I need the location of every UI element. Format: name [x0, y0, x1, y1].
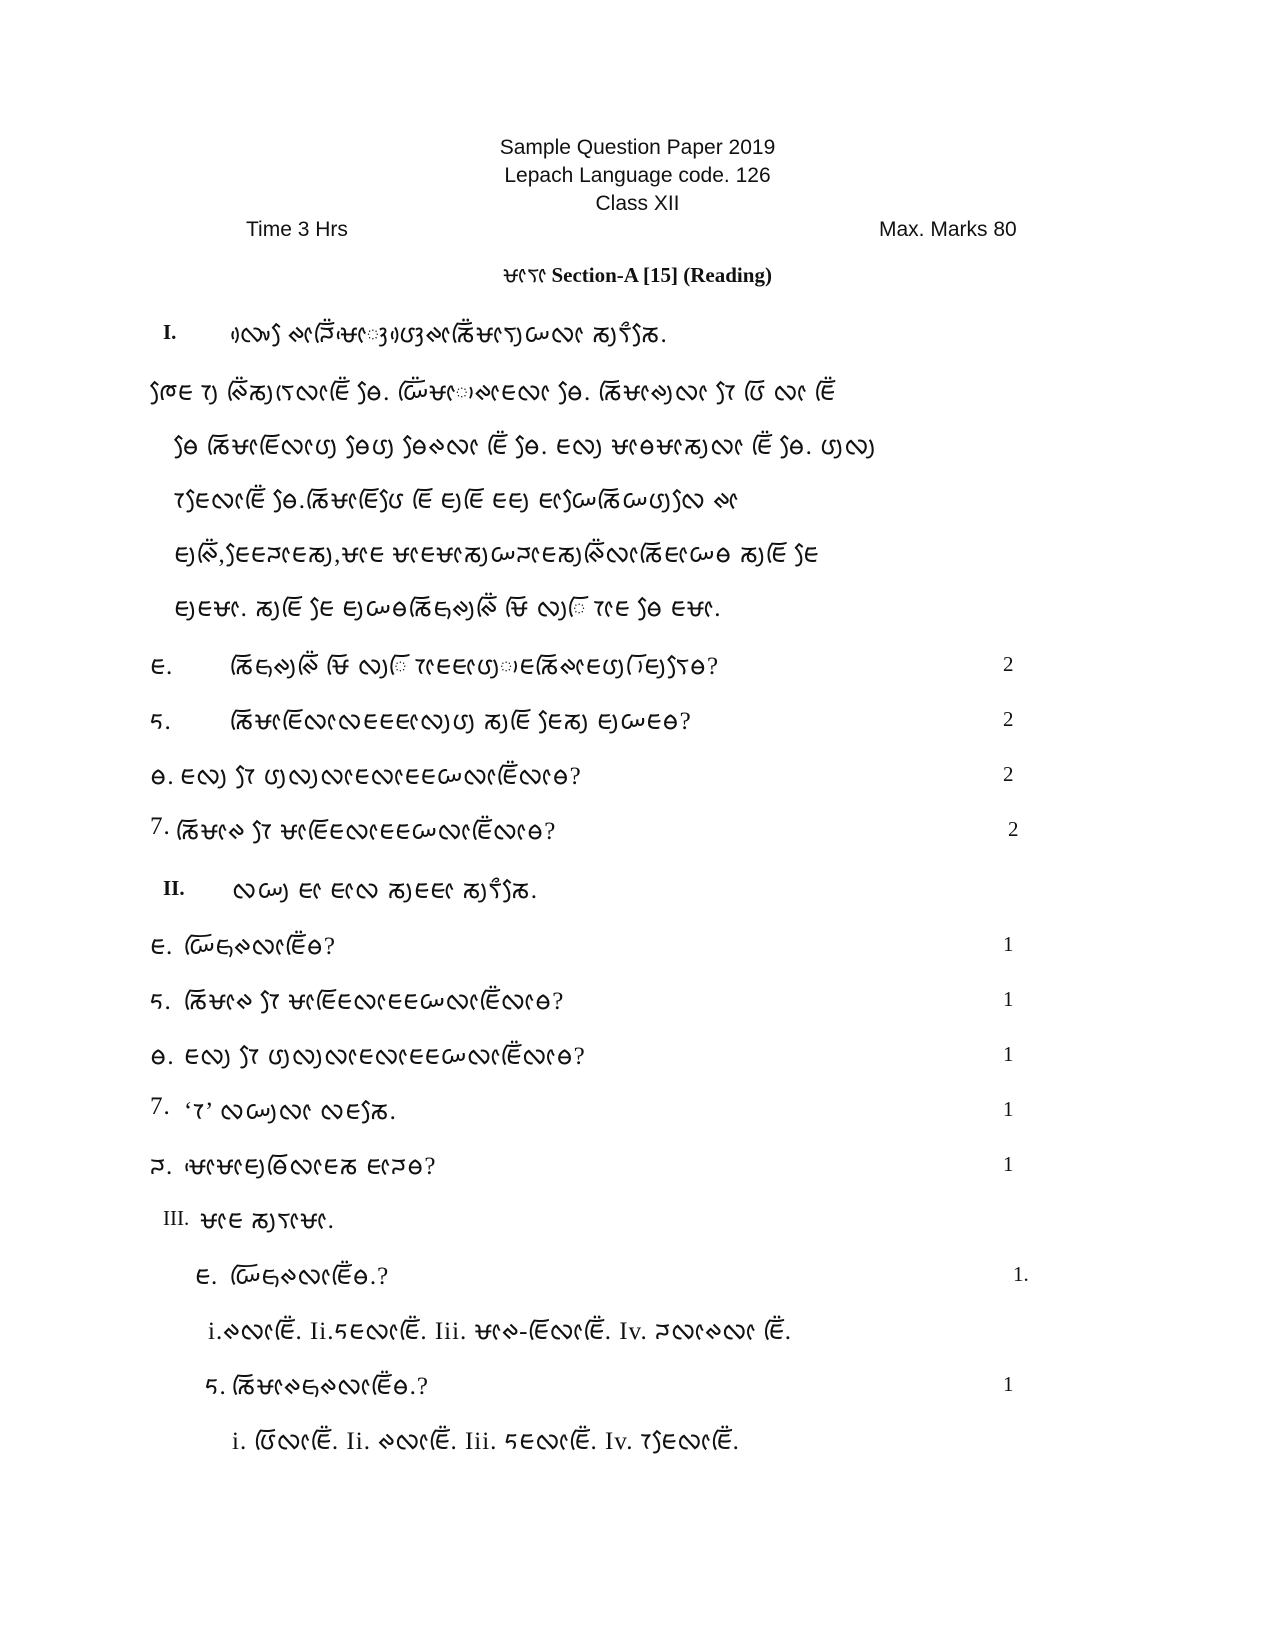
subquestion-marks: 1 [1003, 932, 1014, 956]
question-number: I. [163, 320, 177, 344]
subquestion-label: ᰁ. [150, 988, 172, 1015]
subquestion-label: ᰟ. [150, 1043, 175, 1070]
time-allowed: Time 3 Hrs [246, 218, 348, 241]
subquestion-marks: 1 [1003, 1152, 1014, 1176]
paper-class: Class XII [595, 192, 680, 215]
section-heading [0, 258, 1275, 292]
question-instruction: ᰜᰤᰴ ᰧᰊᰦᰎᰩᰮᰝᰦᰵᰫᰂᰫᰴᰊᰦᰕᰩᰮᰝᰦᰛᰪᰠᰜᰦ ᰕᰪᰛᰰᰕᰧ. [230, 321, 668, 348]
subquestion-label: 7. [150, 1093, 171, 1120]
subquestion-marks: 1 [1003, 987, 1014, 1011]
subquestion-text: ᰠᰩᰀᰥᰊᰜᰦᰀᰩᰮᰟ? [184, 933, 336, 960]
section-title: Section-A [15] (Reading) [551, 263, 772, 287]
subquestion-text: ᰝᰦᰵᰝᰦᰀᰪᰟᰩᰜᰦᰀᰕ ᰀᰦᰎᰟ? [184, 1153, 437, 1180]
subquestion-marks: 2 [1003, 707, 1014, 731]
subquestion-marks: 2 [1003, 652, 1014, 676]
question-instruction: ᰝᰦᰀ ᰕᰪᰛᰦᰝᰦ. [200, 1207, 335, 1234]
subquestion-label: ᰎ. [150, 1153, 174, 1180]
section-prefix: ᰝᰦᰛᰦ [503, 262, 548, 287]
question-instruction: ᰜᰠᰪ ᰀᰦ ᰀᰦᰜ ᰕᰪᰀᰀᰦ ᰕᰪᰛᰰᰕᰧ. [232, 877, 539, 904]
max-marks: Max. Marks 80 [879, 218, 1017, 241]
subquestion-text: ᰠᰩᰀᰥᰊᰜᰦᰀᰩᰮᰟ.? [230, 1263, 390, 1290]
subquestion-marks: 2 [1008, 817, 1019, 841]
subquestion-marks: 1. [1013, 1262, 1029, 1286]
subquestion-label: ᰟ. [150, 763, 175, 790]
paper-title: Sample Question Paper 2019 [499, 136, 776, 159]
subquestion-label: ᰀ. [150, 653, 174, 680]
subquestion-text: ᰕᰩᰀᰥᰊᰪᰊᰩᰮ ᰝᰩ ᰜᰪᰩ ᰅᰦᰀᰀᰦᰂᰪᰥᰀᰕᰩᰊᰦᰀᰂᰪ ᰥᰩᰀᰪᰛᰧᰟ? [230, 653, 720, 680]
answer-options: i.ᰊᰜᰦᰀᰩᰮ. Ii.ᰁᰀᰜᰦᰀᰩᰮ. Iii. ᰝᰦᰊ-ᰀᰩᰜᰦᰀᰩᰮ. Iv. ᰎᰜᰦᰊᰜᰦ ᰀᰩᰮ. [208, 1318, 792, 1345]
subquestion-marks: 2 [1003, 762, 1014, 786]
subquestion-label: ᰀ. [195, 1263, 219, 1290]
subquestion-text: ᰕᰩᰝᰦᰊ ᰅᰧ ᰝᰦᰀᰩᰀᰜᰦᰀᰀᰠᰜᰦᰀᰩᰮᰜᰦᰟ? [184, 988, 565, 1015]
paper-subject: Lepach Language code. 126 [504, 164, 771, 187]
subquestion-marks: 1 [1003, 1042, 1014, 1066]
answer-options: i. ᰂᰩᰜᰦᰀᰩᰮ. Ii. ᰊᰜᰦᰀᰩᰮ. Iii. ᰁᰀᰜᰦᰀᰩᰮ. Iv. ᰅᰀᰧᰜᰦᰀᰩᰮ. [232, 1428, 740, 1455]
subquestion-text: ᰕᰩᰝᰦᰊᰀᰥᰊᰜᰦᰀᰩᰮᰟ.? [232, 1373, 430, 1400]
passage-line: ᰅᰀᰧᰜᰦᰀᰩᰮ ᰟᰧ.ᰕᰩᰝᰦᰀᰩᰂᰧ ᰀᰩ ᰀᰪᰀᰩ ᰀᰀᰪ ᰀᰦᰠᰧᰕᰩᰠᰂᰪᰜᰧ ᰊᰦ [174, 487, 740, 514]
passage-line: ᰈᰧᰀ ᰅᰪ ᰊᰩᰮᰕᰪᰛᰨᰜᰦᰀᰩᰮ ᰟᰧ. ᰠᰩᰮᰝᰦᰥᰊᰦᰀᰜᰦ ᰟᰧ. ᰕᰩᰝᰦᰊᰪᰜᰦ ᰅᰧ ᰂᰩ ᰜᰦ ᰀᰩᰮ [150, 379, 836, 406]
subquestion-label: ᰁ. [205, 1373, 227, 1400]
subquestion-text: ᰀᰜᰪ ᰅᰧ ᰂᰪᰜᰪᰜᰦᰀᰜᰦᰀᰀᰠᰜᰦᰀᰩᰮᰜᰦᰟ? [180, 763, 582, 790]
passage-line: ᰀᰪᰊᰩᰮ,ᰀᰧᰀᰎᰦᰀᰕᰪ,ᰝᰦᰀ ᰝᰦᰀᰝᰦᰕᰪᰠᰎᰦᰀᰕᰪᰊᰩᰮᰜᰦᰕᰩᰀᰦᰠᰟ ᰕᰪᰀᰩ ᰀᰧ [174, 541, 820, 568]
subquestion-label: 7. [150, 813, 171, 840]
passage-line: ᰀᰪᰀᰝᰦ. ᰕᰪᰀᰩ ᰀᰧ ᰀᰪᰠᰟᰕᰩᰀᰥᰊᰪᰊᰩᰮ ᰝᰩ ᰜᰪᰩ ᰅᰦᰀ ᰟᰧ ᰀᰝᰦ. [174, 595, 722, 622]
subquestion-marks: 1 [1003, 1372, 1014, 1396]
subquestion-text: ᰀᰜᰪ ᰅᰧ ᰂᰪᰜᰪᰜᰦᰀᰜᰦᰀᰀᰠᰜᰦᰀᰩᰮᰜᰦᰟ? [184, 1043, 586, 1070]
question-number: III. [163, 1206, 190, 1230]
subquestion-label: ᰀ. [150, 933, 174, 960]
subquestion-label: ᰁ. [150, 708, 172, 735]
subquestion-text: ‘ᰅ’ ᰜᰠᰪᰜᰦ ᰜᰀᰕᰧ. [184, 1098, 397, 1125]
question-number: II. [163, 876, 185, 900]
subquestion-marks: 1 [1003, 1097, 1014, 1121]
subquestion-text: ᰕᰩᰝᰦᰊ ᰅᰧ ᰝᰦᰀᰩᰀᰜᰦᰀᰀᰠᰜᰦᰀᰩᰮᰜᰦᰟ? [176, 818, 557, 845]
passage-line: ᰟᰧ ᰕᰩᰝᰦᰀᰩᰜᰦᰂᰪ ᰟᰧᰂᰪ ᰟᰧᰊᰜᰦ ᰀᰩᰮ ᰟᰧ. ᰀᰜᰪ ᰝᰦᰟᰝᰦᰕᰪᰜᰦ ᰀᰩᰮ ᰟᰧ. ᰂᰪᰜᰪ [174, 433, 877, 460]
subquestion-text: ᰕᰩᰝᰦᰀᰩᰜᰦᰜᰀᰀᰀᰦᰜᰪᰂᰪ ᰕᰪᰀᰩ ᰀᰧᰕᰪ ᰀᰪᰠᰀᰟ? [230, 708, 692, 735]
